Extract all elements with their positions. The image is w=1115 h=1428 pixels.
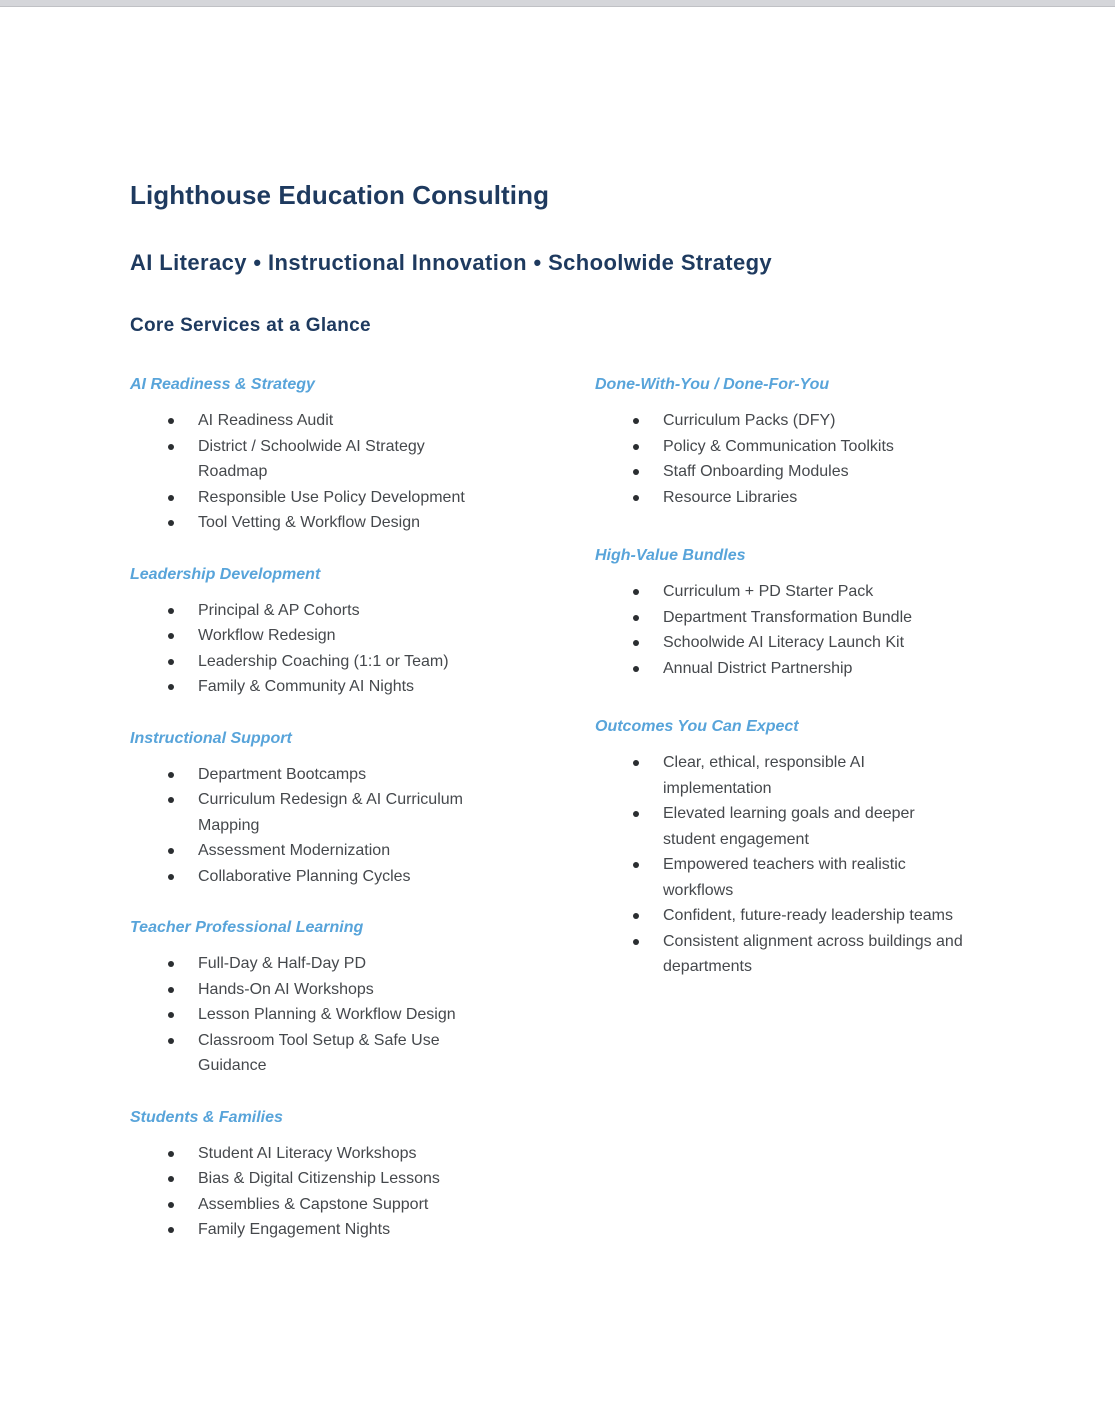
service-category-heading: Instructional Support <box>130 729 292 747</box>
service-section <box>595 546 1035 681</box>
service-list-item: Lesson Planning & Workflow Design <box>130 1002 486 1028</box>
service-list-item: Tool Vetting & Workflow Design <box>130 510 486 536</box>
service-list-item: Consistent alignment across buildings and departments <box>595 929 963 980</box>
service-list-item: Bias & Digital Citizenship Lessons <box>130 1166 486 1192</box>
service-list-item: Family Engagement Nights <box>130 1217 486 1243</box>
service-list-item: Collaborative Planning Cycles <box>130 864 486 890</box>
service-list <box>130 1141 595 1243</box>
service-section <box>130 565 595 700</box>
service-list-item: District / Schoolwide AI Strategy Roadmap <box>130 434 486 485</box>
service-list-item: Resource Libraries <box>595 485 963 511</box>
service-list-item: Classroom Tool Setup & Safe Use Guidance <box>130 1028 486 1079</box>
service-category-heading: High-Value Bundles <box>595 547 746 565</box>
service-list-item: Assemblies & Capstone Support <box>130 1192 486 1218</box>
service-list <box>130 951 595 1079</box>
service-list-item: Hands-On AI Workshops <box>130 977 486 1003</box>
service-section <box>595 717 1035 980</box>
service-list-item: Responsible Use Policy Development <box>130 485 486 511</box>
service-list-item: Principal & AP Cohorts <box>130 598 486 624</box>
page-title: Lighthouse Education Consulting <box>130 180 550 210</box>
page-subtitle: AI Literacy • Instructional Innovation • Schoolwide Strategy <box>130 249 773 275</box>
service-list-item: Curriculum Redesign & AI Curriculum Mapping <box>130 787 486 838</box>
service-section <box>595 375 1035 510</box>
left-column <box>130 375 595 1243</box>
service-list-item: Leadership Coaching (1:1 or Team) <box>130 649 486 675</box>
service-section <box>130 1108 595 1243</box>
top-window-edge <box>0 0 1115 7</box>
service-list-item: Curriculum Packs (DFY) <box>595 408 963 434</box>
service-list-item: Schoolwide AI Literacy Launch Kit <box>595 630 963 656</box>
two-column-layout <box>130 375 1075 1243</box>
service-list-item: Staff Onboarding Modules <box>595 459 963 485</box>
document-content <box>0 179 1115 1243</box>
service-section <box>130 375 595 536</box>
service-list <box>595 579 1035 681</box>
service-list <box>595 408 1035 510</box>
service-list-item: Annual District Partnership <box>595 656 963 682</box>
service-list <box>130 762 595 890</box>
service-category-heading: Done-With-You / Done-For-You <box>595 376 830 394</box>
service-list-item: Curriculum + PD Starter Pack <box>595 579 963 605</box>
service-list <box>595 750 1035 980</box>
core-services-heading: Core Services at a Glance <box>130 315 371 337</box>
service-list-item: Student AI Literacy Workshops <box>130 1141 486 1167</box>
service-section <box>130 918 595 1079</box>
service-list-item: AI Readiness Audit <box>130 408 486 434</box>
service-category-heading: Outcomes You Can Expect <box>595 718 799 736</box>
service-list <box>130 408 595 536</box>
service-list <box>130 598 595 700</box>
service-category-heading: Leadership Development <box>130 565 321 583</box>
service-category-heading: Students & Families <box>130 1108 283 1126</box>
service-list-item: Workflow Redesign <box>130 623 486 649</box>
service-list-item: Confident, future-ready leadership teams <box>595 903 963 929</box>
service-list-item: Department Bootcamps <box>130 762 486 788</box>
service-section <box>130 729 595 890</box>
service-category-heading: AI Readiness & Strategy <box>130 376 315 394</box>
right-column <box>595 375 1035 980</box>
service-list-item: Family & Community AI Nights <box>130 674 486 700</box>
service-list-item: Elevated learning goals and deeper student engagement <box>595 801 963 852</box>
service-list-item: Department Transformation Bundle <box>595 605 963 631</box>
service-list-item: Policy & Communication Toolkits <box>595 434 963 460</box>
service-list-item: Full-Day & Half-Day PD <box>130 951 486 977</box>
service-list-item: Assessment Modernization <box>130 838 486 864</box>
service-category-heading: Teacher Professional Learning <box>130 919 364 937</box>
service-list-item: Empowered teachers with realistic workflows <box>595 852 963 903</box>
service-list-item: Clear, ethical, responsible AI implementation <box>595 750 963 801</box>
